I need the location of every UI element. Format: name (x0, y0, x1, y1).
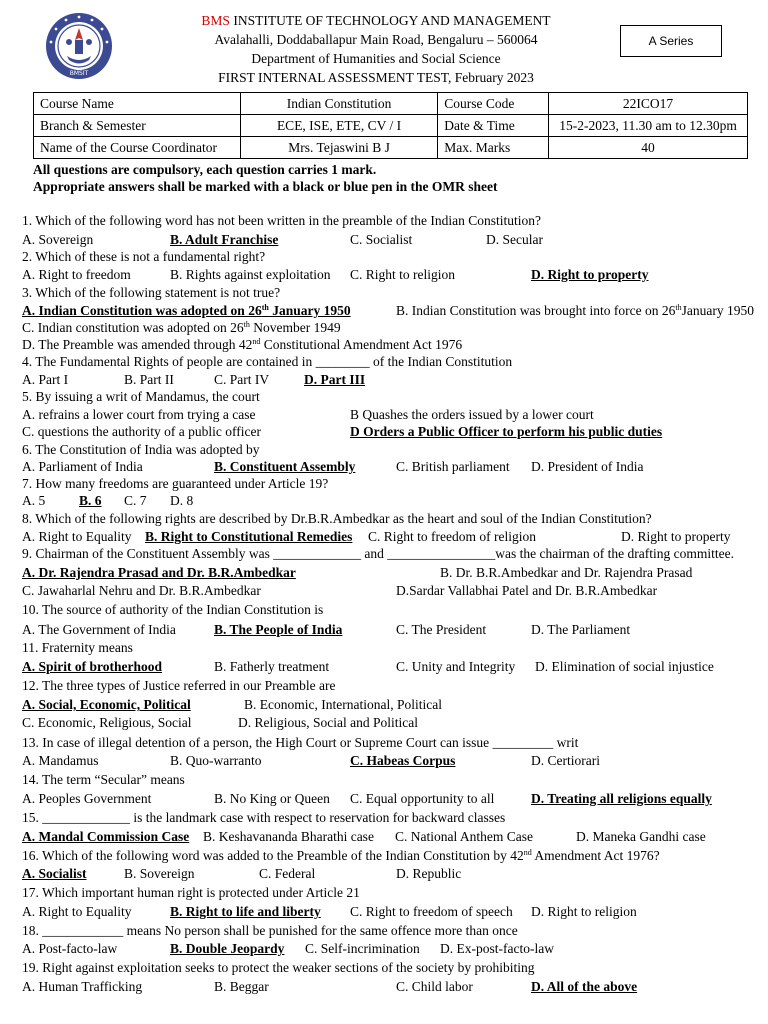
table-cell: Course Name (34, 93, 241, 115)
question-text: 7. How many freedoms are guaranteed under Article 19? (22, 476, 329, 491)
option-a-answer: A. Social, Economic, Political (22, 697, 191, 712)
table-cell: Indian Constitution (240, 93, 437, 115)
question-text: 17. Which important human right is protected under Article 21 (22, 885, 360, 900)
option-d: D. Certiorari (531, 753, 600, 768)
option-d-answer: D. Right to property (531, 267, 649, 282)
option-b: B. No King or Queen (214, 791, 330, 806)
instruction-line: All questions are compulsory, each question carries 1 mark. (33, 162, 377, 177)
table-row (34, 115, 748, 137)
option-b-answer: B. Adult Franchise (170, 232, 279, 247)
option-d: D. Maneka Gandhi case (576, 829, 706, 844)
option-a-answer: A. Spirit of brotherhood (22, 659, 163, 674)
option-b: B. Rights against exploitation (170, 267, 331, 282)
option-c: C. Right to religion (350, 267, 456, 282)
option-b: B. Sovereign (124, 866, 195, 881)
option-c-answer: C. Habeas Corpus (350, 753, 456, 768)
question-text: 6. The Constitution of India was adopted by (22, 442, 260, 457)
option-d: D. The Parliament (531, 622, 631, 637)
question-text: 9. Chairman of the Constituent Assembly was _____________ and ________________was the chairman of the drafting committee. (22, 546, 735, 561)
option-b: B. Beggar (214, 979, 269, 994)
option-b: B. Indian Constitution was brought into force on 26thJanuary 1950 (396, 303, 754, 318)
option-a-answer: A. Dr. Rajendra Prasad and Dr. B.R.Ambedkar (22, 565, 296, 580)
option-c: C. Right to freedom of speech (350, 904, 513, 919)
option-b: B. Economic, International, Political (244, 697, 442, 712)
option-a: A. Mandamus (22, 753, 99, 768)
option-d-answer: D. All of the above (531, 979, 638, 994)
table-cell: 22ICO17 (549, 93, 748, 115)
option-b-answer: B. Double Jeopardy (170, 941, 285, 956)
option-b: B. Quo-warranto (170, 753, 262, 768)
table-cell: Branch & Semester (34, 115, 241, 137)
question-text: 15. _____________ is the landmark case with respect to reservation for backward classes (22, 810, 506, 825)
question-text: 3. Which of the following statement is not true? (22, 285, 281, 300)
option-c: C. Self-incrimination (305, 941, 420, 956)
option-a: A. refrains a lower court from trying a case (22, 407, 256, 422)
question-text: 14. The term “Secular” means (22, 772, 185, 787)
option-d: D. Religious, Social and Political (238, 715, 418, 730)
question-text: 2. Which of these is not a fundamental right? (22, 249, 266, 264)
option-c: C. Child labor (396, 979, 473, 994)
instruction-line: Appropriate answers shall be marked with a black or blue pen in the OMR sheet (33, 179, 498, 194)
option-d: D. The Preamble was amended through 42nd Constitutional Amendment Act 1976 (22, 337, 463, 352)
option-c: C. Part IV (214, 372, 270, 387)
option-a: A. Part I (22, 372, 69, 387)
option-d: D. Elimination of social injustice (535, 659, 714, 674)
question-text: 13. In case of illegal detention of a person, the High Court or Supreme Court can issue _________ writ (22, 735, 579, 750)
option-b: B. Part II (124, 372, 174, 387)
question-text: 12. The three types of Justice referred in our Preamble are (22, 678, 336, 693)
table-cell: Date & Time (438, 115, 549, 137)
option-c: C. British parliament (396, 459, 510, 474)
option-c: C. Economic, Religious, Social (22, 715, 192, 730)
option-b-answer: B. 6 (79, 493, 102, 508)
option-c: C. Socialist (350, 232, 413, 247)
option-a: A. Post-facto-law (22, 941, 118, 956)
option-a: A. Human Trafficking (22, 979, 143, 994)
option-d: D. Secular (486, 232, 543, 247)
table-cell: Mrs. Tejaswini B J (240, 137, 437, 159)
option-b-answer: B. Right to life and liberty (170, 904, 321, 919)
option-a: A. Right to freedom (22, 267, 131, 282)
test-title: FIRST INTERNAL ASSESSMENT TEST, February 2023 (218, 70, 534, 85)
series-box: A Series (620, 25, 722, 57)
option-d: D. President of India (531, 459, 644, 474)
question-text: 16. Which of the following word was added to the Preamble of the Indian Constitution by 42nd Amendment Act 1976? (22, 848, 660, 863)
option-d: D. Right to property (621, 529, 731, 544)
option-b: B. Keshavananda Bharathi case (203, 829, 374, 844)
option-a: A. Peoples Government (22, 791, 152, 806)
table-cell: 15-2-2023, 11.30 am to 12.30pm (549, 115, 748, 137)
option-a: A. Right to Equality (22, 529, 132, 544)
question-text: 11. Fraternity means (22, 640, 133, 655)
question-text: 19. Right against exploitation seeks to protect the weaker sections of the society by prohibiting (22, 960, 535, 975)
option-c: C. Federal (259, 866, 316, 881)
institute-name: BMS INSTITUTE OF TECHNOLOGY AND MANAGEMENT (201, 13, 551, 28)
question-text: 5. By issuing a writ of Mandamus, the court (22, 389, 260, 404)
option-b: B Quashes the orders issued by a lower court (350, 407, 594, 422)
table-row (34, 93, 748, 115)
option-a: A. Parliament of India (22, 459, 143, 474)
option-c: C. Right to freedom of religion (368, 529, 536, 544)
institute-address: Avalahalli, Doddaballapur Main Road, Bengaluru – 560064 (214, 32, 538, 47)
option-d: D. 8 (170, 493, 194, 508)
option-a-answer: A. Indian Constitution was adopted on 26th January 1950 (22, 303, 351, 318)
table-cell: ECE, ISE, ETE, CV / I (240, 115, 437, 137)
option-c: C. questions the authority of a public officer (22, 424, 261, 439)
option-d: D. Republic (396, 866, 462, 881)
department-name: Department of Humanities and Social Science (251, 51, 501, 66)
option-c: C. Jawaharlal Nehru and Dr. B.R.Ambedkar (22, 583, 261, 598)
option-d: D. Right to religion (531, 904, 637, 919)
option-b: B. Fatherly treatment (214, 659, 330, 674)
option-b: B. Dr. B.R.Ambedkar and Dr. Rajendra Prasad (440, 565, 693, 580)
question-text: 18. ____________ means No person shall be punished for the same offence more than once (22, 923, 518, 938)
option-c: C. 7 (124, 493, 147, 508)
option-d: D. Ex-post-facto-law (440, 941, 554, 956)
table-cell: Max. Marks (438, 137, 549, 159)
table-row (34, 137, 748, 159)
option-d-answer: D Orders a Public Officer to perform his public duties (350, 424, 663, 439)
svg-text:BMSIT: BMSIT (69, 70, 89, 77)
question-text: 1. Which of the following word has not been written in the preamble of the Indian Constitution? (22, 213, 542, 228)
option-c: C. Indian constitution was adopted on 26th November 1949 (22, 320, 341, 335)
question-text: 4. The Fundamental Rights of people are contained in ________ of the Indian Constitution (22, 354, 513, 369)
option-d: D.Sardar Vallabhai Patel and Dr. B.R.Ambedkar (396, 583, 658, 598)
question-text: 8. Which of the following rights are described by Dr.B.R.Ambedkar as the heart and soul of the Indian Constitution? (22, 511, 652, 526)
option-a: A. Right to Equality (22, 904, 132, 919)
option-c: C. Equal opportunity to all (350, 791, 495, 806)
course-info-table (33, 92, 748, 159)
option-a: A. The Government of India (22, 622, 176, 637)
option-d-answer: D. Part III (304, 372, 366, 387)
option-a: A. Sovereign (22, 232, 94, 247)
option-a: A. 5 (22, 493, 46, 508)
option-c: C. The President (396, 622, 487, 637)
option-b-answer: B. Right to Constitutional Remedies (145, 529, 353, 544)
question-text: 10. The source of authority of the Indian Constitution is (22, 602, 324, 617)
option-b-answer: B. Constituent Assembly (214, 459, 356, 474)
option-c: C. National Anthem Case (395, 829, 533, 844)
option-c: C. Unity and Integrity (396, 659, 516, 674)
option-a-answer: A. Socialist (22, 866, 87, 881)
option-d-answer: D. Treating all religions equally (531, 791, 712, 806)
table-cell: Course Code (438, 93, 549, 115)
table-cell: 40 (549, 137, 748, 159)
option-a-answer: A. Mandal Commission Case (22, 829, 190, 844)
table-cell: Name of the Course Coordinator (34, 137, 241, 159)
option-b-answer: B. The People of India (214, 622, 343, 637)
